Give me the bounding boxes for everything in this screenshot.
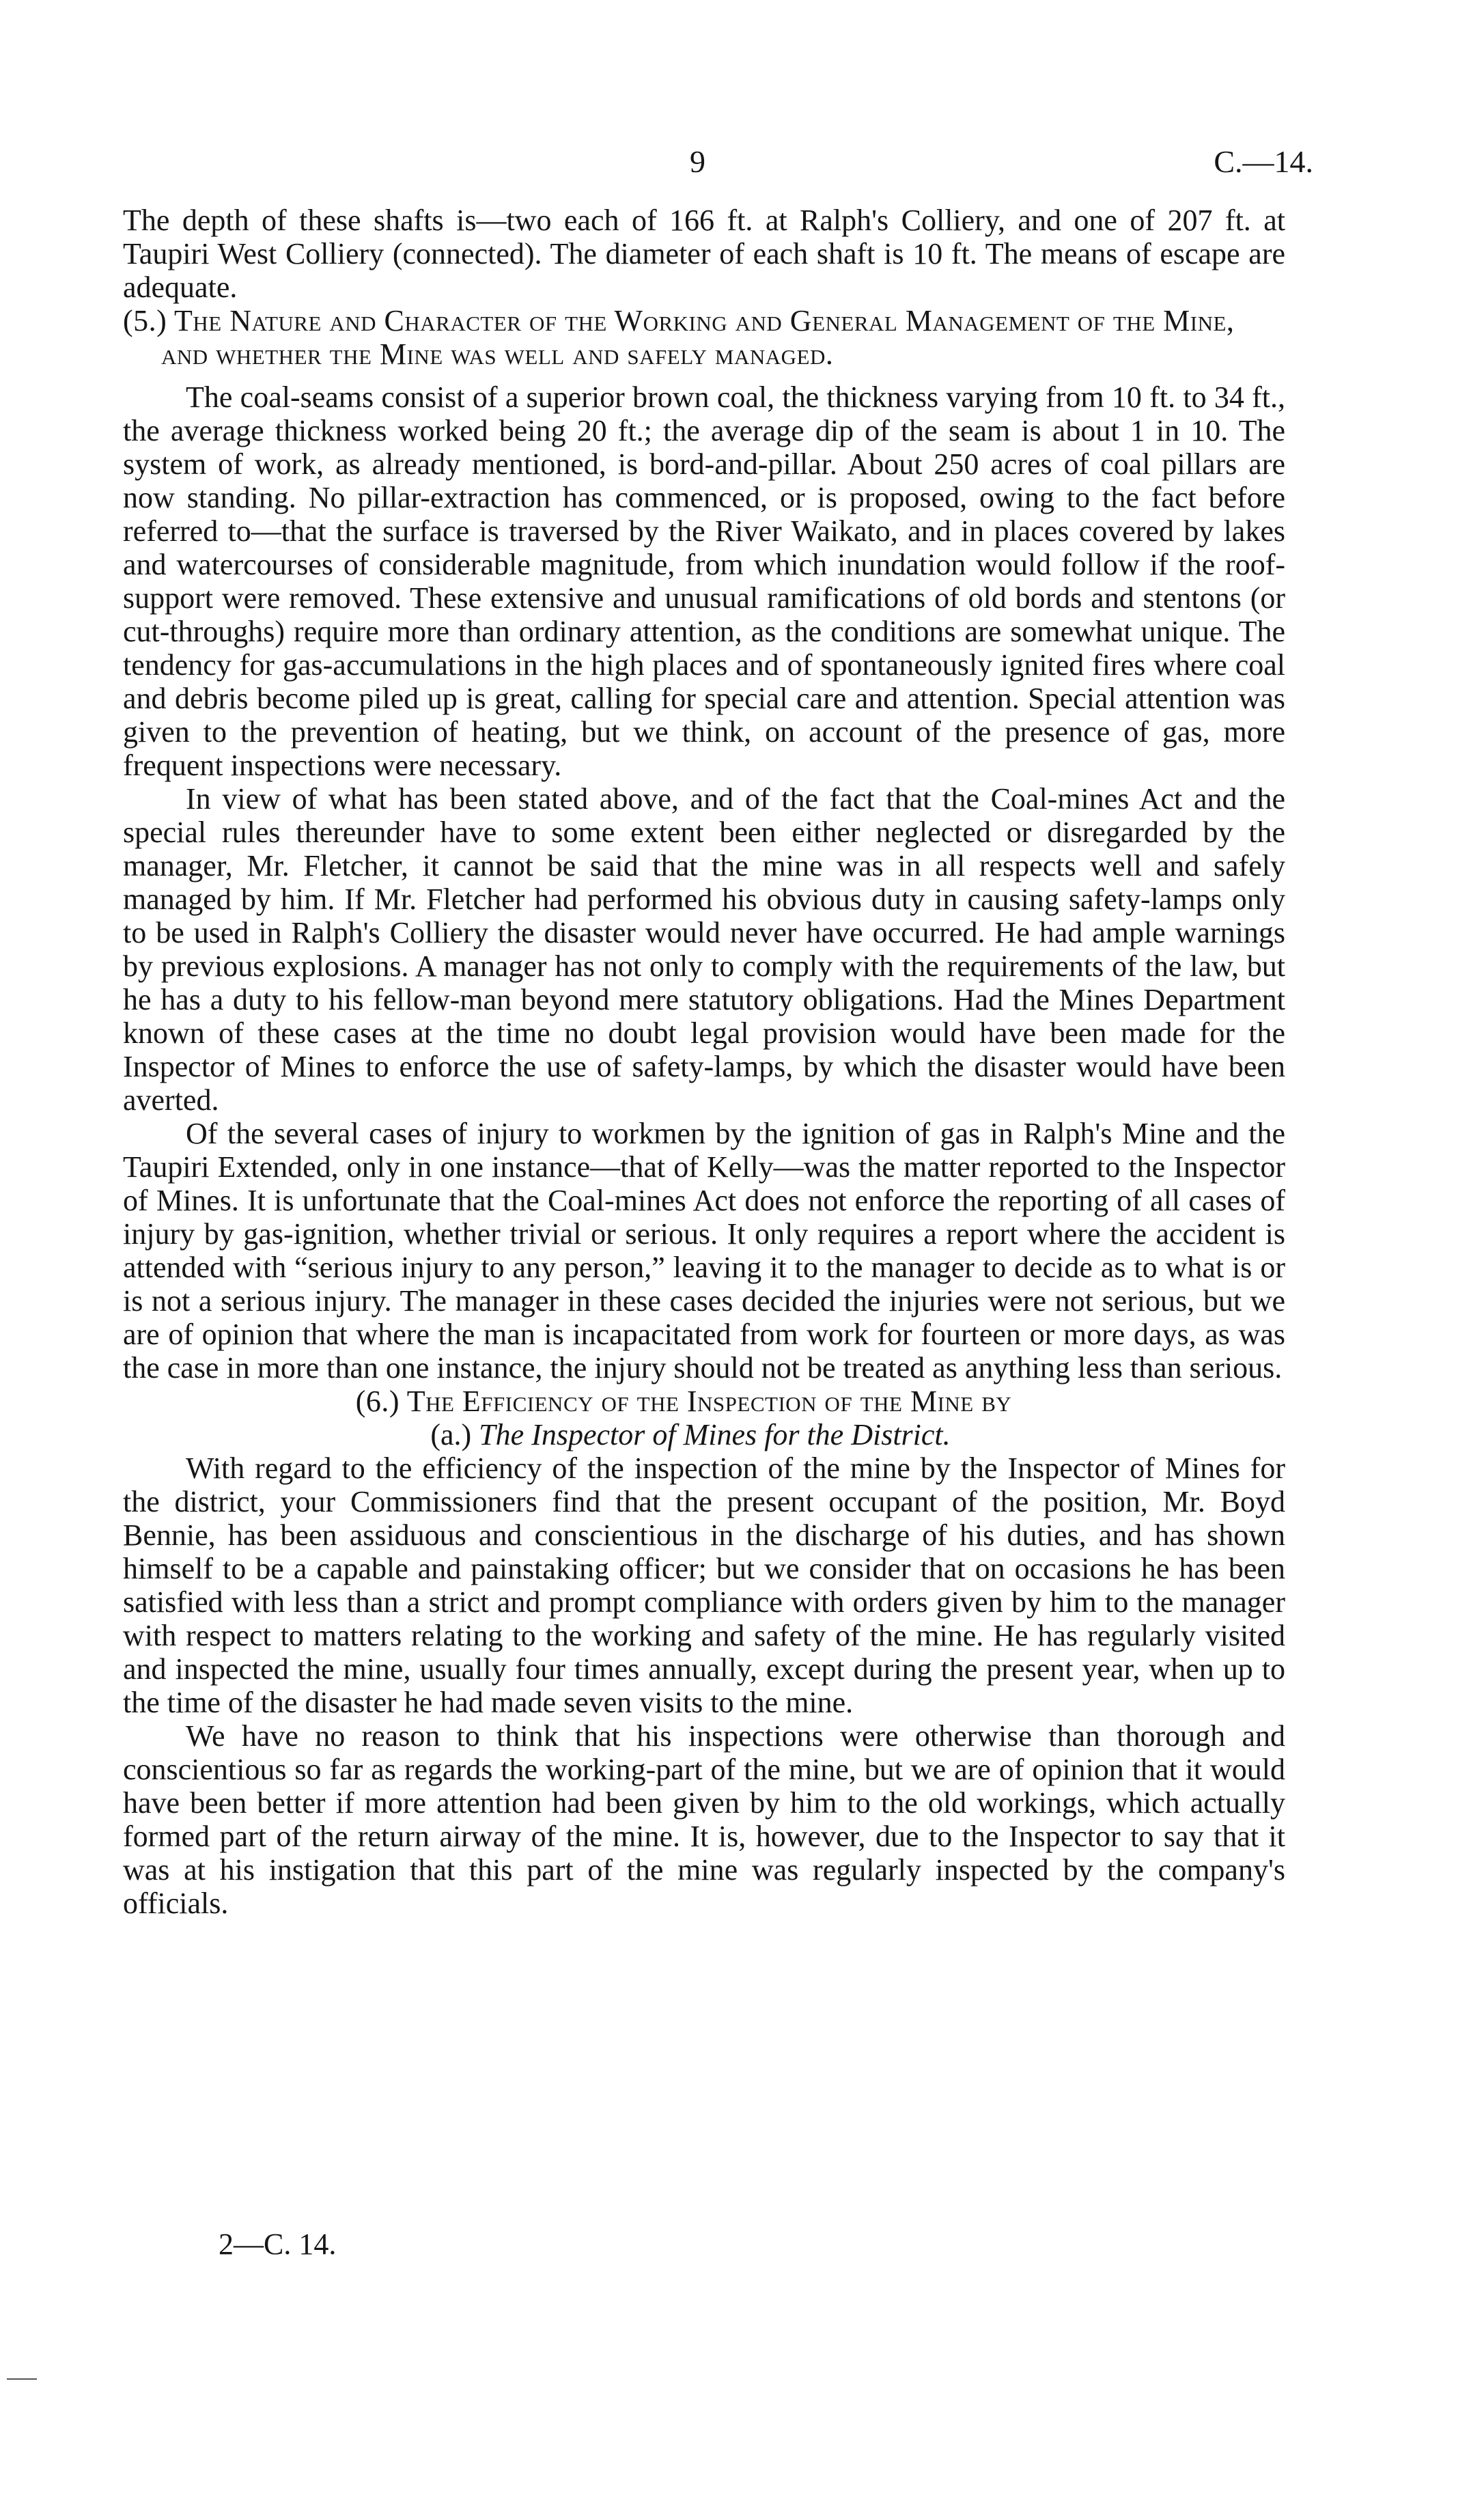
section-5-paragraph: The coal-seams consist of a superior brown coal, the thickness varying from 10 ft. to 34 ft., the average thickness worked being 20 ft.; the average dip of the seam is about 1 in 10. The system of work, as already mentioned, is bord-and-pillar. About 250 acres of coal pillars are now standing. No pillar-extraction has commenced, or is proposed, owing to the fact before referred to—that the surface is traversed by the River Waikato, and in places covered by lakes and watercourses of considerable magnitude, from which inundation would follow if the roof-support were removed. These extensive and unusual ramifications of old bords and stentons (or cut-throughs) require more than ordinary attention, as the conditions are somewhat unique. The tendency for gas-accumulations in the high places and of spontaneously ignited fires where coal and debris become piled up is great, calling for special care and attention. Special attention was given to the prevention of heating, but we think, on account of the presence of gas, more frequent inspections were necessary.	[123, 380, 1285, 782]
section-6-heading	[123, 1385, 1285, 1418]
section-5-paragraph: Of the several cases of injury to workmen by the ignition of gas in Ralph's Mine and the Taupiri Extended, only in one instance—that of Kelly—was the matter reported to the Inspector of Mines. It is unfortunate that the Coal-mines Act does not enforce the reporting of all cases of injury by gas-ignition, whether trivial or serious. It only requires a report where the accident is attended with “serious injury to any person,” leaving it to the manager to decide as to what is or is not a serious injury. The manager in these cases decided the injuries were not serious, but we are of opinion that where the man is incapacitated from work for fourteen or more days, as was the case in more than one instance, the injury should not be treated as anything less than serious.	[123, 1117, 1285, 1385]
section-6-paragraph: With regard to the efficiency of the inspection of the mine by the Inspector of Mines for the district, your Commissioners find that the present occupant of the position, Mr. Boyd Bennie, has been assiduous and conscientious in the discharge of his duties, and has shown himself to be a capable and painstaking officer; but we consider that on occasions he has been satisfied with less than a strict and prompt compliance with orders given by him to the manager with respect to matters relating to the working and safety of the mine. He has regularly visited and inspected the mine, usually four times annually, except during the present year, when up to the time of the disaster he had made seven visits to the mine.	[123, 1451, 1285, 1719]
signature-mark: 2—C. 14.	[219, 2227, 337, 2261]
section-6-paragraph: We have no reason to think that his inspections were otherwise than thorough and conscientious so far as regards the working-part of the mine, but we are of opinion that it would have been better if more attention had been given by him to the old workings, which actually formed part of the return airway of the mine. It is, however, due to the Inspector to say that it was at his instigation that this part of the mine was regularly inspected by the company's officials.	[123, 1719, 1285, 1920]
page-number: 9	[690, 144, 705, 179]
section-6-subheading	[123, 1418, 1285, 1451]
section-6-subsection-label: (a.)	[430, 1418, 472, 1451]
section-5-heading	[123, 304, 1285, 371]
intro-paragraph: The depth of these shafts is—two each of 166 ft. at Ralph's Colliery, and one of 207 ft. at Taupiri West Colliery (connected). The diameter of each shaft is 10 ft. The means of escape are adequate.	[123, 204, 1285, 304]
section-5-paragraph: In view of what has been stated above, and of the fact that the Coal-mines Act and the special rules thereunder have to some extent been either neglected or disregarded by the manager, Mr. Fletcher, it cannot be said that the mine was in all respects well and safely managed by him. If Mr. Fletcher had performed his obvious duty in causing safety-lamps only to be used in Ralph's Colliery the disaster would never have occurred. He had ample warnings by previous explosions. A manager has not only to comply with the requirements of the law, but he has a duty to his fellow-man beyond mere statutory obligations. Had the Mines Department known of these cases at the time no doubt legal provision would have been made for the Inspector of Mines to enforce the use of safety-lamps, by which the disaster would have been averted.	[123, 782, 1285, 1117]
section-6-subsection-title: The Inspector of Mines for the District.	[479, 1418, 951, 1451]
section-6-number: (6.)	[355, 1385, 400, 1418]
margin-mark	[7, 2378, 37, 2380]
section-5-title: The Nature and Character of the Working and General Management of the Mine, and whether the Mine was well and safely managed.	[161, 304, 1235, 371]
document-reference: C.—14.	[1214, 144, 1313, 179]
section-5-number: (5.)	[123, 304, 167, 337]
section-6-title: The Efficiency of the Inspection of the Mine by	[406, 1385, 1012, 1418]
document-body	[123, 204, 1285, 1920]
